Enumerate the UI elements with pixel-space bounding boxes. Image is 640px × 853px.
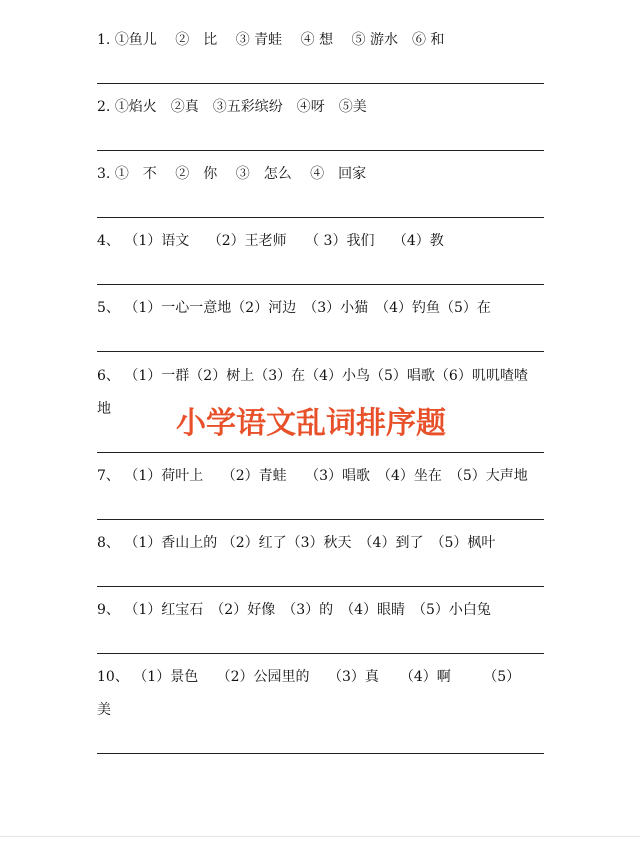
- question-words: ①焰火 ②真 ③五彩缤纷 ④呀 ⑤美: [114, 99, 367, 115]
- question-9: [97, 600, 491, 620]
- answer-line-6[interactable]: [97, 452, 544, 453]
- question-number: 8、: [97, 535, 120, 551]
- question-6-continuation: 地: [97, 401, 111, 417]
- question-4: [97, 231, 444, 251]
- question-number: 6、: [97, 368, 120, 384]
- question-number: 9、: [97, 602, 120, 618]
- question-words: ①鱼儿 ② 比 ③ 青蛙 ④ 想 ⑤ 游水 ⑥ 和: [114, 32, 445, 48]
- question-words: （1）香山上的 （2）红了（3）秋天 （4）到了 （5）枫叶: [124, 535, 496, 551]
- question-words: （1）一心一意地（2）河边 （3）小猫 （4）钓鱼（5）在: [124, 300, 491, 316]
- question-number: 5、: [97, 300, 120, 316]
- question-words: （1）语文 （2）王老师 （ 3）我们 （4）教: [124, 233, 444, 249]
- question-number: 1.: [97, 32, 111, 48]
- question-number: 10、: [97, 669, 129, 685]
- question-words: ① 不 ② 你 ③ 怎么 ④ 回家: [114, 166, 367, 182]
- answer-line-10[interactable]: [97, 753, 544, 754]
- answer-line-2[interactable]: [97, 150, 544, 151]
- question-6: [97, 366, 528, 386]
- answer-line-7[interactable]: [97, 519, 544, 520]
- question-words: （1）一群（2）树上（3）在（4）小鸟（5）唱歌（6）叽叽喳喳: [124, 368, 528, 384]
- question-number: 3.: [97, 166, 111, 182]
- answer-line-4[interactable]: [97, 284, 544, 285]
- answer-line-5[interactable]: [97, 351, 544, 352]
- question-number: 4、: [97, 233, 120, 249]
- worksheet-title: 小学语文乱词排序题: [176, 406, 446, 441]
- question-2: [97, 97, 367, 117]
- question-words: （1）红宝石 （2）好像 （3）的 （4）眼睛 （5）小白兔: [124, 602, 491, 618]
- question-words: （1）荷叶上 （2）青蛙 （3）唱歌 （4）坐在 （5）大声地: [124, 468, 528, 484]
- question-7: [97, 466, 528, 486]
- question-number: 7、: [97, 468, 120, 484]
- question-3: [97, 164, 366, 184]
- question-8: [97, 533, 495, 553]
- question-number: 2.: [97, 99, 111, 115]
- question-10: [97, 667, 520, 687]
- question-10-continuation: 美: [97, 702, 111, 718]
- answer-line-9[interactable]: [97, 653, 544, 654]
- page-bottom-divider: [0, 836, 640, 837]
- question-1: [97, 30, 444, 50]
- answer-line-3[interactable]: [97, 217, 544, 218]
- question-5: [97, 298, 491, 318]
- answer-line-1[interactable]: [97, 83, 544, 84]
- answer-line-8[interactable]: [97, 586, 544, 587]
- question-words: （1）景色 （2）公园里的 （3）真 （4）啊 （5）: [133, 669, 521, 685]
